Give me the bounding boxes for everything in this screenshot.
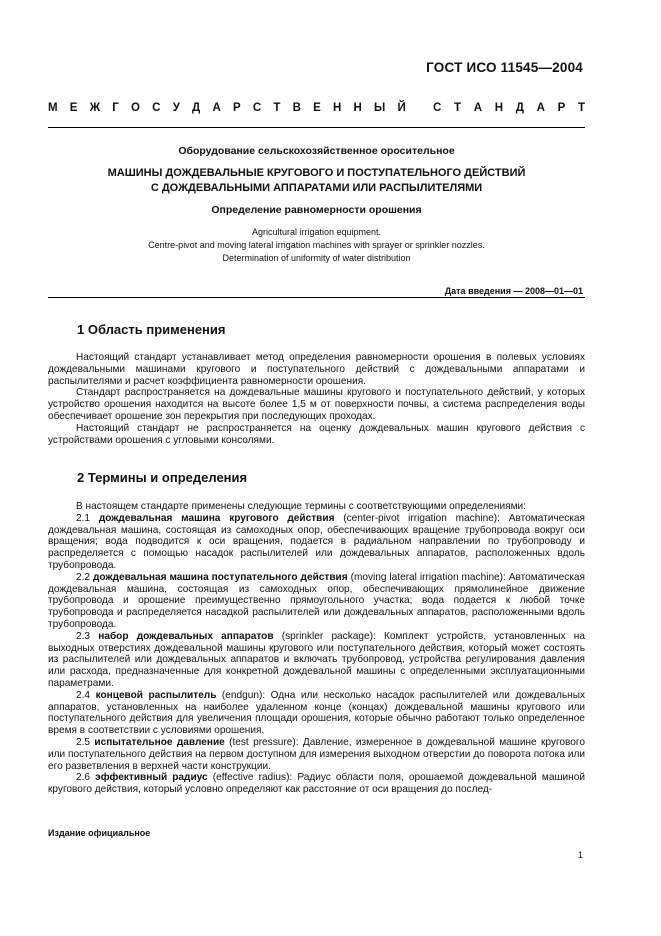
- term-text: (test pressure): Давление, измеренное в дождевальной машине кругового или поступательного действия на первом доступном для измерения выходном отверстии до поворота потока или его разветвления в верхней части конструкции.: [48, 736, 585, 772]
- banner-letter: А: [473, 102, 483, 114]
- term-text: (center-pivot irrigation machine): Автоматическая дождевальная машина, состоящая из самоходных опор, обеспечивающих вращение трубопровода вокруг оси вращения; вода подводится к оси вращения, подается в радиальном направлении по трубопроводу и распределяется с помощью насадок распылителей или дождевальных аппаратов, расположенных вдоль трубопровода.: [48, 512, 585, 571]
- banner-letter: Т: [454, 102, 462, 114]
- section1-paragraph: Настоящий стандарт не распространяется на оценку дождевальных машин кругового действия с устройствами орошения с угловыми консолями.: [48, 422, 585, 446]
- term-name: концевой распылитель: [95, 689, 217, 701]
- title-english-line2: Centre-pivot and moving lateral irrigation machines with sprayer or sprinkler nozzles.: [148, 240, 485, 250]
- term-definition: [48, 690, 585, 737]
- term-number: 2.1: [76, 512, 99, 524]
- header-rule: [48, 127, 585, 128]
- banner-letter: Т: [577, 102, 585, 114]
- terms-list: [48, 513, 585, 796]
- banner-letter: О: [131, 102, 140, 114]
- title-subject: Оборудование сельскохозяйственное оросительное: [178, 145, 455, 157]
- term-definition: [48, 737, 585, 772]
- banner-letter: Д: [515, 102, 524, 114]
- title-main-line1: МАШИНЫ ДОЖДЕВАЛЬНЫЕ КРУГОВОГО И ПОСТУПАТЕЛЬНОГО ДЕЙСТВИЙ: [107, 167, 526, 179]
- banner-letter: Д: [192, 102, 201, 114]
- term-name: дождевальная машина поступательного действия: [92, 571, 348, 583]
- term-definition: [48, 513, 585, 572]
- title-english-line3: Determination of uniformity of water distribution: [222, 253, 411, 263]
- banner-letter: Т: [273, 102, 281, 114]
- banner-letter: Р: [557, 102, 566, 114]
- banner-letter: У: [172, 102, 180, 114]
- section2-body: [48, 501, 585, 796]
- standard-banner: [48, 102, 585, 114]
- term-number: 2.2: [76, 571, 93, 583]
- gost-number: ГОСТ ИСО 11545—2004: [426, 60, 583, 75]
- term-text: (moving lateral irrigation machine): Автоматическая дождевальная машина, состоящая из самоходных опор, обеспечивающих прямолинейное движение трубопровода и орошение преимущественно прямоугольного участка; вода подается к любой точке трубопровода и распределяется насадкой распылителей или дождевальных аппаратов, расположенными вдоль трубопровода.: [48, 571, 586, 630]
- title-main: [48, 166, 585, 195]
- banner-word-interstate: [48, 102, 406, 114]
- banner-letter: Г: [112, 102, 119, 114]
- banner-letter: Н: [494, 102, 504, 114]
- introduction-date: Дата введения — 2008—01—01: [444, 286, 583, 296]
- term-name: испытательное давление: [94, 736, 225, 748]
- term-text: (endgun): Одна или несколько насадок распылителей или дождевальных аппаратов, установленных на наиболее удаленном конце (концах) дождевальной машины кругового или поступательного действия для увеличения площади орошения, которые обычно работают только определенное время в соответствии с условиями орошения.: [48, 689, 585, 737]
- section2-intro: В настоящем стандарте применены следующие термины с соответствующими определениями:: [76, 501, 526, 512]
- term-number: 2.3: [76, 630, 99, 642]
- banner-letter: Р: [232, 102, 241, 114]
- page-number: 1: [577, 850, 583, 861]
- term-text: (sprinkler package): Комплект устройств, установленных на выходных отверстиях дождевальной машины кругового или поступательного действия, который может состоять из распылителей или дождевальных аппаратов и включать трубопровод, устройства регулирования давления или расхода, предназначенные для конкретной дождевальной машины с определенными эксплуатационными параметрами.: [48, 630, 585, 689]
- term-definition: [48, 572, 585, 631]
- banner-letter: С: [152, 102, 161, 114]
- banner-letter: Ж: [89, 102, 101, 114]
- title-main-line2: С ДОЖДЕВАЛЬНЫМИ АППАРАТАМИ ИЛИ РАСПЫЛИТЕЛЯМИ: [150, 181, 483, 194]
- term-name: набор дождевальных аппаратов: [98, 630, 274, 642]
- term-number: 2.4: [76, 689, 96, 701]
- banner-letter: С: [433, 102, 442, 114]
- date-rule: [48, 297, 585, 298]
- edition-note: Издание официальное: [48, 828, 151, 838]
- title-english-line1: Agricultural irrigation equipment.: [251, 227, 382, 237]
- section1-heading: 1 Область применения: [77, 322, 226, 337]
- banner-letter: Е: [313, 102, 321, 114]
- title-english: [48, 226, 585, 265]
- section1-paragraph: Настоящий стандарт устанавливает метод определения равномерности орошения в полевых условиях дождевальными машинами кругового и поступательного действий с дождевальными аппаратами и распылителями и расчет коэффициента равномерности орошения.: [48, 352, 585, 387]
- banner-letter: А: [536, 102, 545, 114]
- title-part: Определение равномерности орошения: [211, 204, 422, 216]
- term-number: 2.5: [76, 736, 95, 748]
- banner-letter: Й: [397, 102, 406, 114]
- banner-letter: А: [212, 102, 221, 114]
- banner-letter: С: [252, 102, 262, 114]
- banner-letter: М: [48, 102, 58, 114]
- banner-letter: Е: [69, 102, 78, 114]
- term-name: дождевальная машина кругового действия: [98, 512, 335, 524]
- banner-word-standard: [433, 102, 585, 114]
- term-definition: [48, 631, 585, 690]
- term-number: 2.6: [76, 772, 96, 784]
- banner-letter: Ы: [374, 102, 386, 114]
- banner-letter: В: [292, 102, 301, 114]
- term-text: (effective radius): Радиус области поля, орошаемой дождевальной машиной кругового действия, который условно определяют как расстояние от оси вращения до послед-: [48, 772, 586, 796]
- section1-body: [48, 352, 585, 446]
- section2-heading: 2 Термины и определения: [77, 470, 248, 485]
- term-definition: [48, 772, 585, 796]
- banner-letter: Н: [332, 102, 342, 114]
- section1-paragraph: Стандарт распространяется на дождевальные машины кругового и поступательного действий, у которых устройство орошения находится на высоте более 1,5 м от поверхности почвы, а система распределения воды обеспечивает орошение зон перекрытия при последующих проходах.: [48, 387, 585, 422]
- banner-letter: Н: [353, 102, 362, 114]
- term-name: эффективный радиус: [95, 772, 208, 784]
